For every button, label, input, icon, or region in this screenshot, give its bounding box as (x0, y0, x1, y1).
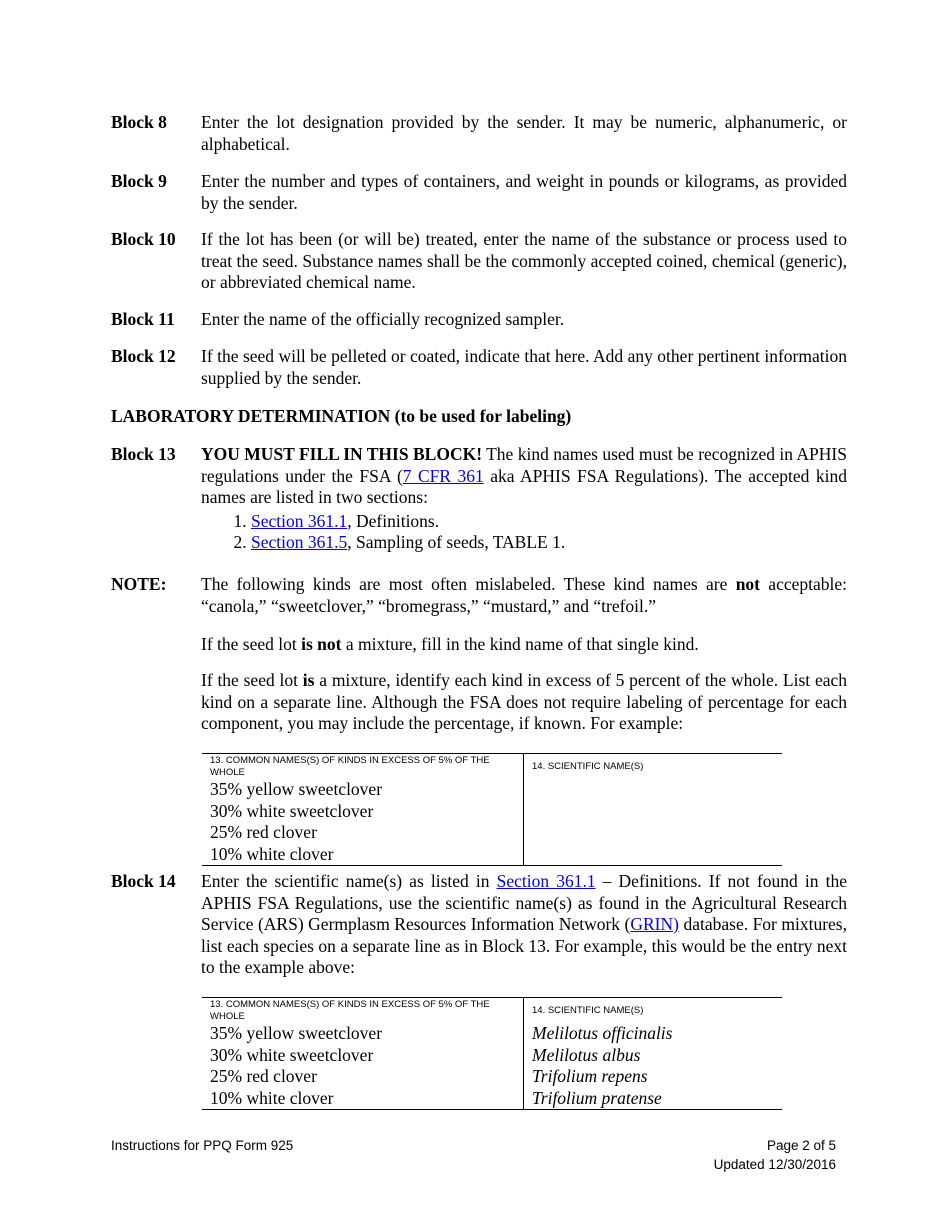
block-10 (111, 229, 847, 294)
footer-page-number: Page 2 of 5 (766, 1138, 836, 1153)
table-cell: 35% yellow sweetclover (202, 779, 524, 801)
table-cell: Trifolium repens (532, 1066, 648, 1086)
para-text: If the seed lot (201, 670, 303, 690)
para-bold: is (302, 670, 315, 690)
table-header: 14. SCIENTIFIC NAME(S) (524, 998, 783, 1024)
list-item (251, 511, 847, 533)
block-label: Block 12 (111, 346, 176, 366)
block14-text-b: – Definitions. If not found in the APHIS FSA Regulations, use the scientific name(s) as found in the Agricultural Research Service (ARS) Germplasm Resources Information Network ( (201, 871, 847, 934)
block-text: Enter the name of the officially recognized sampler. (201, 309, 565, 329)
section-361-1-link[interactable]: Section 361.1 (251, 510, 348, 531)
list-item-text: , Definitions. (347, 510, 440, 531)
example-table-common-names (202, 753, 782, 866)
table-cell: Melilotus officinalis (532, 1023, 673, 1043)
block13-text-b: aka APHIS FSA Regulations). The accepted kind names are listed in two sections: (201, 465, 848, 507)
table-row (202, 822, 782, 844)
para-bold: is not (301, 634, 342, 654)
list-item (251, 532, 847, 554)
section-361-5-link[interactable]: Section 361.5 (251, 532, 348, 552)
list-item-text: , Sampling of seeds, TABLE 1. (347, 532, 566, 552)
note-text-b: acceptable: “canola,” “sweetclover,” “bromegrass,” “mustard,” and “trefoil.” (201, 574, 847, 616)
para-text: a mixture, fill in the kind name of that single kind. (341, 634, 699, 654)
note-label: NOTE: (111, 574, 167, 594)
footer-form-title: Instructions for PPQ Form 925 (111, 1138, 294, 1153)
table-cell: 25% red clover (202, 1066, 524, 1088)
block13-bold-lead: YOU MUST FILL IN THIS BLOCK! (201, 444, 483, 464)
cfr-361-link[interactable]: 7 CFR 361 (402, 465, 484, 486)
table-row (202, 779, 782, 801)
block-11 (111, 309, 847, 331)
block-9 (111, 171, 847, 214)
table-cell (524, 801, 783, 823)
para-text: If the seed lot (201, 634, 302, 654)
single-kind-paragraph (201, 634, 847, 656)
table-cell (524, 779, 783, 801)
block-label: Block 9 (111, 171, 167, 191)
para-text: a mixture, identify each kind in excess of 5 percent of the whole. List each kind on a separate line. Although the FSA does not require labeling of percentage for each component, you may include the percentage, if known. For example: (201, 670, 847, 733)
table-row (202, 1045, 782, 1067)
table-row (202, 1088, 782, 1110)
table-cell: 30% white sweetclover (202, 801, 524, 823)
table-cell: 10% white clover (202, 844, 524, 866)
table-row (202, 1023, 782, 1045)
block-text: Enter the number and types of containers, and weight in pounds or kilograms, as provided by the sender. (201, 171, 847, 213)
block-text (201, 444, 847, 554)
block-label: Block 13 (111, 444, 176, 464)
table-header: 13. COMMON NAMES(S) OF KINDS IN EXCESS OF 5% OF THE WHOLE (202, 754, 524, 780)
table-header: 14. SCIENTIFIC NAME(S) (524, 754, 783, 780)
accepted-sections-list (201, 511, 847, 554)
block14-text-a: Enter the scientific name(s) as listed in (201, 871, 497, 891)
table-row (202, 801, 782, 823)
section-361-1-link[interactable]: Section 361.1 (496, 871, 596, 891)
lab-determination-heading: LABORATORY DETERMINATION (to be used for labeling) (111, 406, 572, 426)
note (111, 574, 847, 617)
example-table-scientific-names (202, 997, 782, 1110)
block-14 (111, 871, 847, 979)
grin-link[interactable]: GRIN) (630, 914, 679, 934)
table-cell (524, 844, 783, 866)
table-cell: 10% white clover (202, 1088, 524, 1110)
table-cell: 25% red clover (202, 822, 524, 844)
table-row (202, 1066, 782, 1088)
table-cell: 30% white sweetclover (202, 1045, 524, 1067)
footer-updated-date: Updated 12/30/2016 (713, 1157, 836, 1172)
block-text: If the seed will be pelleted or coated, indicate that here. Add any other pertinent information supplied by the sender. (201, 346, 847, 388)
block-12 (111, 346, 847, 389)
block-label: Block 10 (111, 229, 176, 249)
table-cell: Melilotus albus (532, 1044, 641, 1065)
note-text-a: The following kinds are most often mislabeled. These kind names are (201, 574, 736, 594)
block14-text-c: database. For mixtures, list each species on a separate line as in Block 13. For example, this would be the entry next to the example above: (201, 914, 847, 977)
table-cell (524, 822, 783, 844)
block-text: Enter the lot designation provided by the sender. It may be numeric, alphanumeric, or alphabetical. (201, 112, 847, 154)
block-label: Block 11 (111, 309, 175, 329)
block-text (201, 871, 847, 979)
block-label: Block 14 (111, 871, 176, 891)
block13-text-a: The kind names used must be recognized in APHIS regulations under the FSA ( (201, 444, 847, 486)
table-cell: Trifolium pratense (524, 1088, 783, 1110)
table-cell: 35% yellow sweetclover (202, 1023, 524, 1045)
note-bold: not (735, 574, 760, 594)
mixture-paragraph (201, 670, 847, 735)
block-text: If the lot has been (or will be) treated, enter the name of the substance or process used to treat the seed. Substance names shall be the commonly accepted coined, chemical (generic), or abbreviated chemical name. (201, 229, 847, 292)
table-row (202, 844, 782, 866)
table-header: 13. COMMON NAMES(S) OF KINDS IN EXCESS OF 5% OF THE WHOLE (202, 998, 524, 1024)
block-8 (111, 112, 847, 155)
block-13 (111, 444, 847, 554)
note-text (201, 574, 847, 617)
block-label: Block 8 (111, 112, 167, 132)
